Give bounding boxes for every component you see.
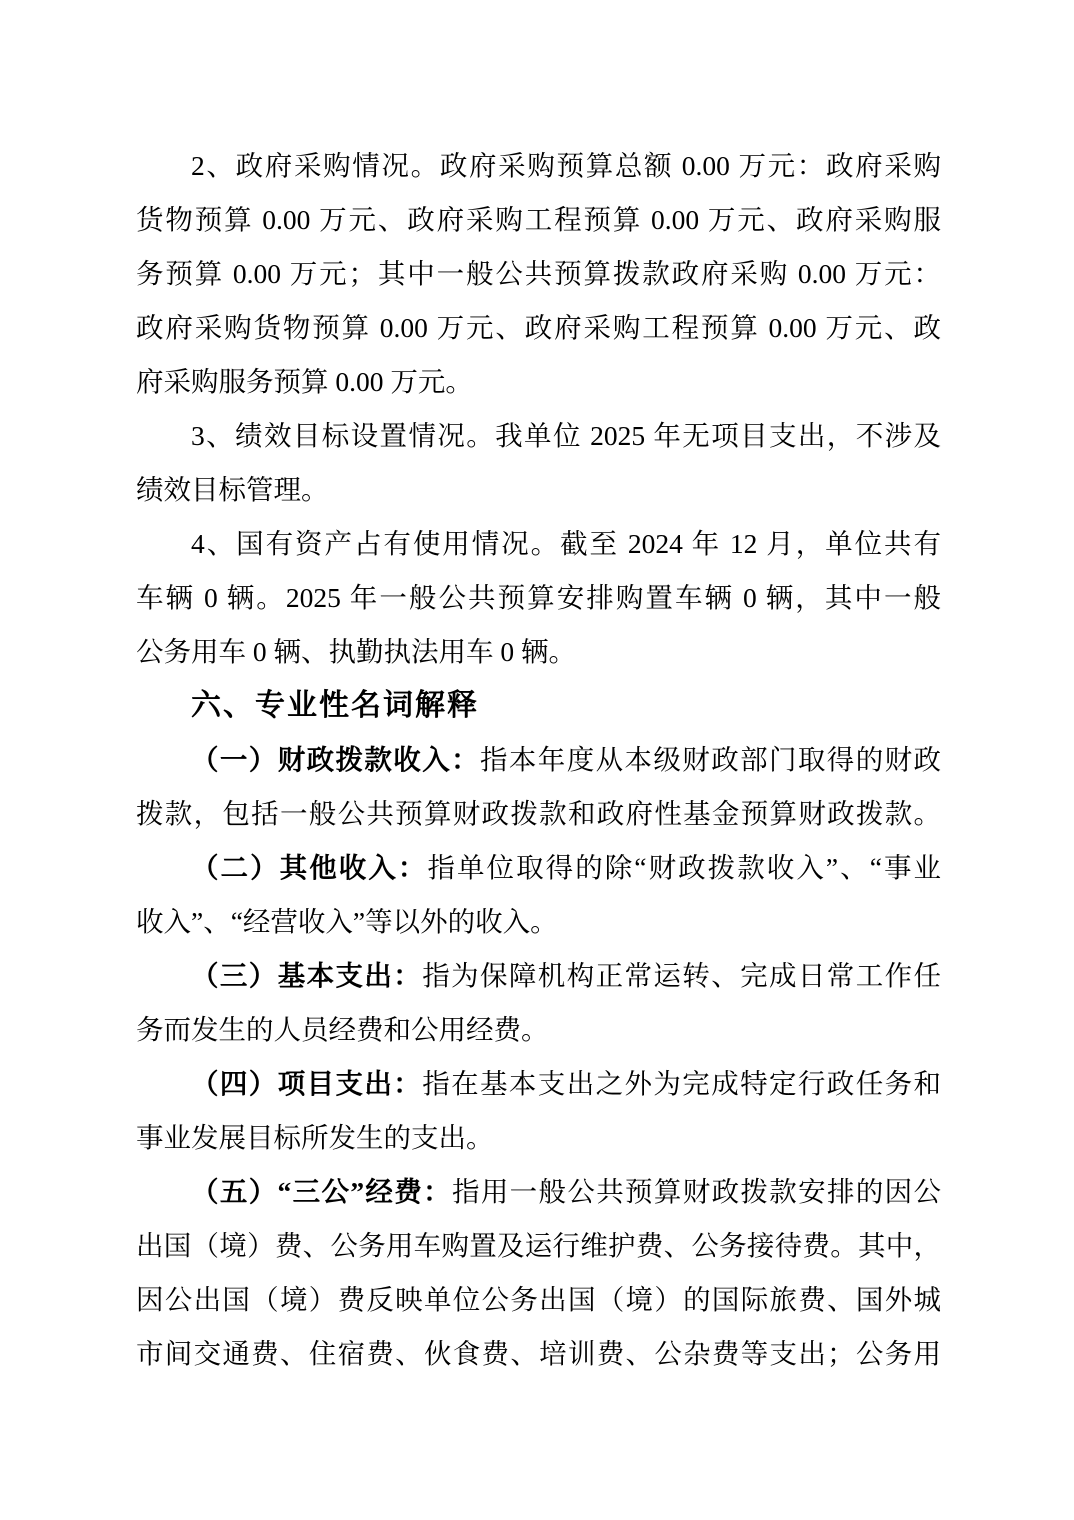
text-line [136, 1003, 941, 1057]
term-lead: （四）项目支出： [191, 1068, 423, 1099]
text-line [136, 301, 941, 355]
document-body [136, 139, 941, 1381]
text-line [136, 463, 941, 517]
line-text: 出国（境）费、公务用车购置及运行维护费、公务接待费。其中， [136, 1230, 941, 1261]
line-text: 收入”、“经营收入”等以外的收入。 [136, 906, 558, 937]
term-lead: （五）“三公”经费： [191, 1176, 452, 1207]
line-text: 因公出国（境）费反映单位公务出国（境）的国际旅费、国外城 [136, 1284, 941, 1315]
line-text: 事业发展目标所发生的支出。 [136, 1122, 494, 1153]
term-lead: （一）财政拨款收入： [191, 744, 480, 775]
text-line [136, 193, 941, 247]
text-line [136, 1219, 941, 1273]
line-text: 指在基本支出之外为完成特定行政任务和 [422, 1068, 942, 1099]
line-text: 指本年度从本级财政部门取得的财政 [480, 744, 941, 775]
text-line [136, 1273, 941, 1327]
text-line [136, 787, 941, 841]
text-line [136, 139, 941, 193]
line-text: 政府采购货物预算 0.00 万元、政府采购工程预算 0.00 万元、政 [136, 312, 941, 343]
text-line [136, 895, 941, 949]
line-text: 市间交通费、住宿费、伙食费、培训费、公杂费等支出；公务用 [136, 1338, 941, 1369]
line-text: 指用一般公共预算财政拨款安排的因公 [451, 1176, 942, 1207]
line-text: 2、政府采购情况。政府采购预算总额 0.00 万元：政府采购 [191, 150, 941, 181]
line-text: 务而发生的人员经费和公用经费。 [136, 1014, 549, 1045]
section-heading [136, 679, 941, 733]
text-line [136, 841, 941, 895]
line-text: 指单位取得的除“财政拨款收入”、“事业 [427, 852, 942, 883]
text-line [136, 355, 941, 409]
line-text: 3、绩效目标设置情况。我单位 2025 年无项目支出，不涉及 [191, 420, 941, 451]
text-line [136, 1057, 941, 1111]
line-text: 货物预算 0.00 万元、政府采购工程预算 0.00 万元、政府采购服 [136, 204, 941, 235]
line-text: 指为保障机构正常运转、完成日常工作任 [422, 960, 942, 991]
line-text: 六、专业性名词解释 [191, 689, 479, 722]
text-line [136, 247, 941, 301]
text-line [136, 733, 941, 787]
line-text: 务预算 0.00 万元；其中一般公共预算拨款政府采购 0.00 万元： [136, 258, 941, 289]
term-lead: （二）其他收入： [191, 852, 428, 883]
text-line [136, 1111, 941, 1165]
term-lead: （三）基本支出： [191, 960, 423, 991]
line-text: 绩效目标管理。 [136, 474, 329, 505]
text-line [136, 625, 941, 679]
text-line [136, 409, 941, 463]
text-line [136, 571, 941, 625]
text-line [136, 949, 941, 1003]
line-text: 府采购服务预算 0.00 万元。 [136, 366, 473, 397]
line-text: 车辆 0 辆。2025 年一般公共预算安排购置车辆 0 辆，其中一般 [136, 582, 941, 613]
line-text: 4、国有资产占有使用情况。截至 2024 年 12 月，单位共有 [191, 528, 941, 559]
line-text: 公务用车 0 辆、执勤执法用车 0 辆。 [136, 636, 576, 667]
text-line [136, 517, 941, 571]
text-line [136, 1327, 941, 1381]
text-line [136, 1165, 941, 1219]
line-text: 拨款，包括一般公共预算财政拨款和政府性基金预算财政拨款。 [136, 798, 941, 829]
